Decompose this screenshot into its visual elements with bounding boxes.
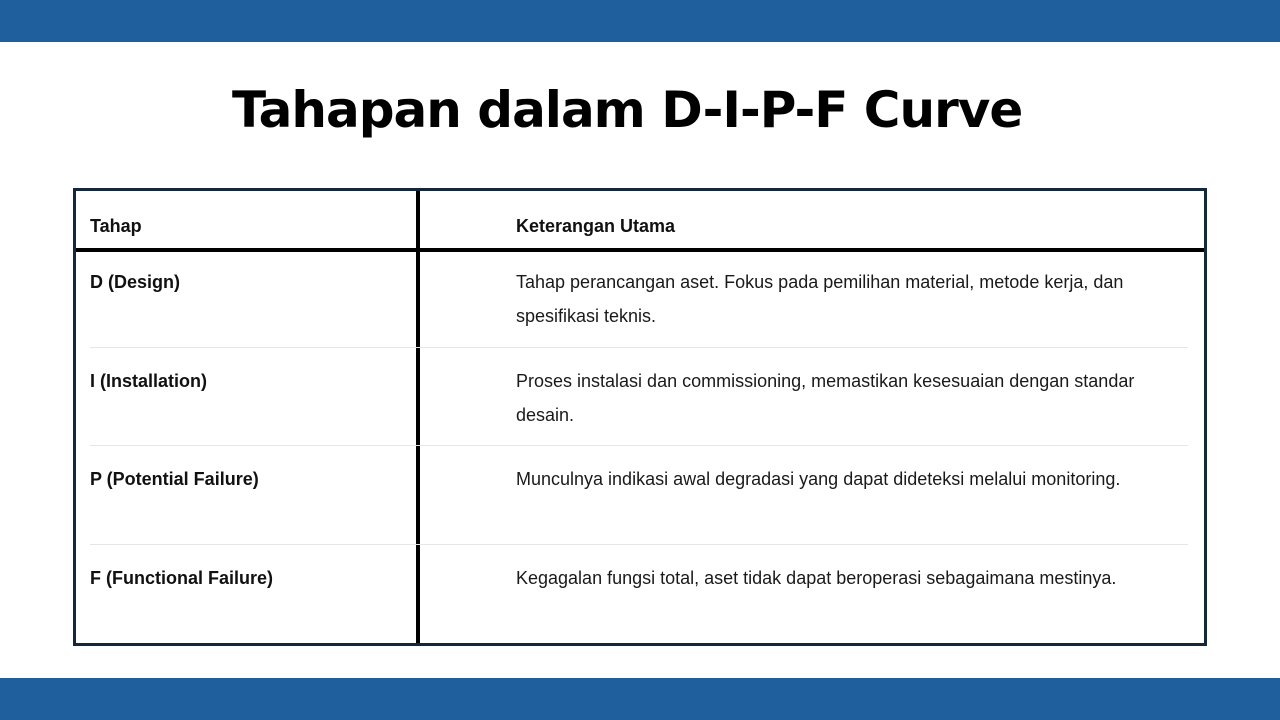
table-row-p-stage: P (Potential Failure) (90, 469, 259, 489)
table-row-f-description: Kegagalan fungsi total, aset tidak dapat beroperasi sebagaimana mestinya. (516, 568, 1117, 588)
table-row-d-description: Tahap perancangan aset. Fokus pada pemilihan material, metode kerja, dan spesifikasi teknis. (516, 272, 1124, 326)
table-row-i-stage: I (Installation) (90, 371, 207, 391)
top-accent-band (0, 0, 1280, 42)
table-row-p-description: Munculnya indikasi awal degradasi yang dapat dideteksi melalui monitoring. (516, 469, 1121, 489)
column-divider (416, 191, 420, 643)
column-header-stage: Tahap (90, 216, 142, 236)
row-divider (90, 544, 1188, 545)
table-row-i-description: Proses instalasi dan commissioning, memastikan kesesuaian dengan standar desain. (516, 371, 1135, 425)
slide-title: Tahapan dalam D-I-P-F Curve (232, 81, 1023, 139)
row-divider (90, 445, 1188, 446)
bottom-accent-band (0, 678, 1280, 720)
table-row-d-stage: D (Design) (90, 272, 180, 292)
row-divider (90, 347, 1188, 348)
dipf-stages-table (73, 188, 1207, 646)
table-row-f-stage: F (Functional Failure) (90, 568, 273, 588)
header-divider (76, 248, 1204, 252)
column-header-description: Keterangan Utama (516, 216, 676, 236)
